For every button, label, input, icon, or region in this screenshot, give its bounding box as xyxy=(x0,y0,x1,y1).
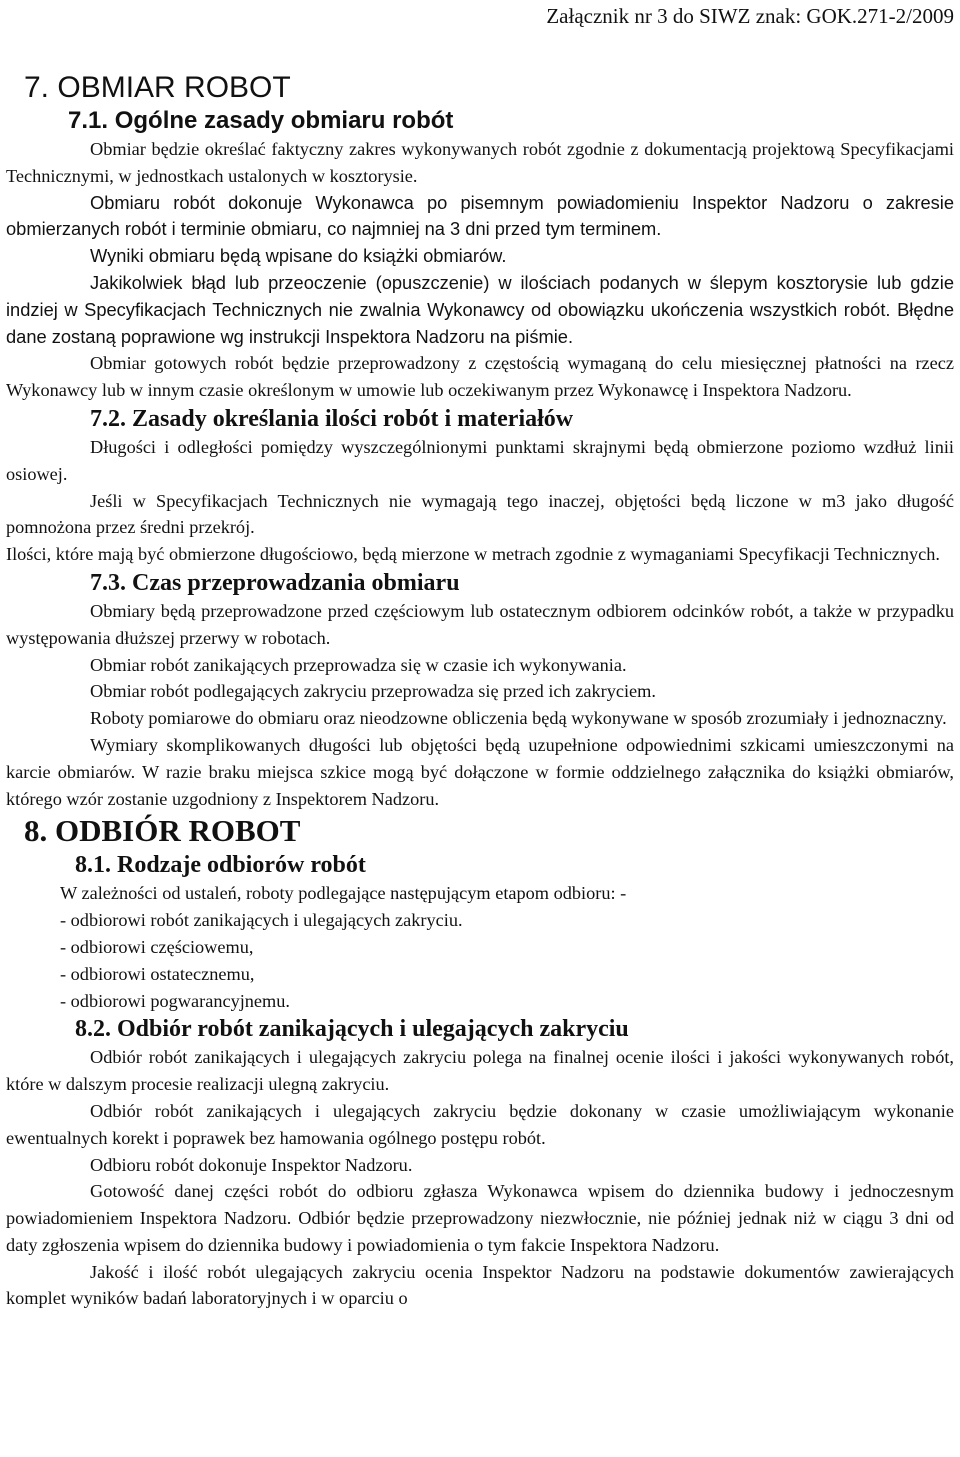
paragraph: Odbiór robót zanikających i ulegających zakryciu będzie dokonany w czasie umożliwiającym wykonanie ewentualnych korekt i poprawek bez hamowania ogólnego postępu robót. xyxy=(6,1100,954,1148)
paragraph: Odbiór robót zanikających i ulegających zakryciu polega na finalnej ocenie ilości i jakości wykonywanych robót, które w dalszym procesie realizacji ulegną zakryciu. xyxy=(6,1047,954,1095)
paragraph: Roboty pomiarowe do obmiaru oraz nieodzowne obliczenia będą wykonywane w sposób zrozumiały i jednoznaczny. xyxy=(90,708,947,729)
list-item: - odbiorowi pogwarancyjnemu. xyxy=(60,990,290,1011)
list-item: - odbiorowi robót zanikających i ulegających zakryciu. xyxy=(60,910,463,931)
document-header: Załącznik nr 3 do SIWZ znak: GOK.271-2/2009 xyxy=(546,4,954,28)
paragraph: Jeśli w Specyfikacjach Technicznych nie wymagają tego inaczej, objętości będą liczone w m3 jako długość pomnożona przez średni przekrój. xyxy=(6,490,954,538)
section-7-title: 7. OBMIAR ROBOT xyxy=(24,71,291,104)
paragraph: Długości i odległości pomiędzy wyszczególnionymi punktami skrajnymi będą obmierzone poziomo wzdłuż linii osiowej. xyxy=(6,436,954,484)
paragraph: Obmiary będą przeprowadzone przed częściowym lub ostatecznym odbiorem odcinków robót, a także w przypadku występowania dłuższej przerwy w robotach. xyxy=(6,600,954,648)
paragraph: Obmiar robót zanikających przeprowadza się w czasie ich wykonywania. xyxy=(90,654,627,675)
paragraph: Wyniki obmiaru będą wpisane do książki obmiarów. xyxy=(90,245,507,267)
paragraph: Jakość i ilość robót ulegających zakryciu ocenia Inspektor Nadzoru na podstawie dokumentów zawierających komplet wyników badań laboratoryjnych i w oparciu o xyxy=(6,1261,954,1309)
list-intro: W zależności od ustaleń, roboty podlegające następującym etapom odbioru: - xyxy=(60,883,627,904)
paragraph: Odbioru robót dokonuje Inspektor Nadzoru. xyxy=(90,1154,413,1175)
list-item: - odbiorowi ostatecznemu, xyxy=(60,963,255,984)
section-8-2-title: 8.2. Odbiór robót zanikających i ulegających zakryciu xyxy=(75,1016,629,1043)
paragraph: Obmiar robót podlegających zakryciu przeprowadza się przed ich zakryciem. xyxy=(90,681,656,702)
section-7-1-title: 7.1. Ogólne zasady obmiaru robót xyxy=(68,107,454,134)
section-7-2-title: 7.2. Zasady określania ilości robót i materiałów xyxy=(90,405,574,432)
paragraph: Jakikolwiek błąd lub przeoczenie (opuszczenie) w ilościach podanych w ślepym kosztorysie lub gdzie indziej w Specyfikacjach Technicznych nie zwalnia Wykonawcy od obowiązku ukończenia wszystkich robót. Błędne dane zostaną poprawione wg instrukcji Inspektora Nadzoru na piśmie. xyxy=(6,271,954,347)
document-page xyxy=(6,70,954,1312)
paragraph: Obmiaru robót dokonuje Wykonawca po pisemnym powiadomieniu Inspektor Nadzoru o zakresie obmierzanych robót i terminie obmiaru, co najmniej na 3 dni przed tym terminem. xyxy=(6,191,954,240)
paragraph: Wymiary skomplikowanych długości lub objętości będą uzupełnione odpowiednimi szkicami umieszczonymi na karcie obmiarów. W razie braku miejsca szkice mogą być dołączone w formie oddzielnego załącznika do książki obmiarów, którego wzór zostanie uzgodniony z Inspektorem Nadzoru. xyxy=(6,734,954,809)
paragraph: Gotowość danej części robót do odbioru zgłasza Wykonawca wpisem do dziennika budowy i jednoczesnym powiadomieniem Inspektora Nadzoru. Odbiór będzie przeprowadzony niezwłocznie, nie później jednak niż w ciągu 3 dni od daty zgłoszenia wpisem do dziennika budowy i powiadomienia o tym fakcie Inspektora Nadzoru. xyxy=(6,1181,954,1255)
section-8-title: 8. ODBIÓR ROBOT xyxy=(24,813,301,849)
paragraph: Ilości, które mają być obmierzone długościowo, będą mierzone w metrach zgodnie z wymaganiami Specyfikacji Technicznych. xyxy=(6,544,940,565)
paragraph: Obmiar gotowych robót będzie przeprowadzony z częstością wymaganą do celu miesięcznej płatności na rzecz Wykonawcy lub w innym czasie określonym w umowie lub oczekiwanym przez Wykonawcę i Inspektora Nadzoru. xyxy=(6,353,954,401)
section-8-1-title: 8.1. Rodzaje odbiorów robót xyxy=(75,852,366,879)
list-item: - odbiorowi częściowemu, xyxy=(60,936,254,957)
paragraph: Obmiar będzie określać faktyczny zakres wykonywanych robót zgodnie z dokumentacją projektową Specyfikacjami Technicznymi, w jednostkach ustalonych w kosztorysie. xyxy=(6,139,954,186)
section-7-3-title: 7.3. Czas przeprowadzania obmiaru xyxy=(90,569,460,596)
